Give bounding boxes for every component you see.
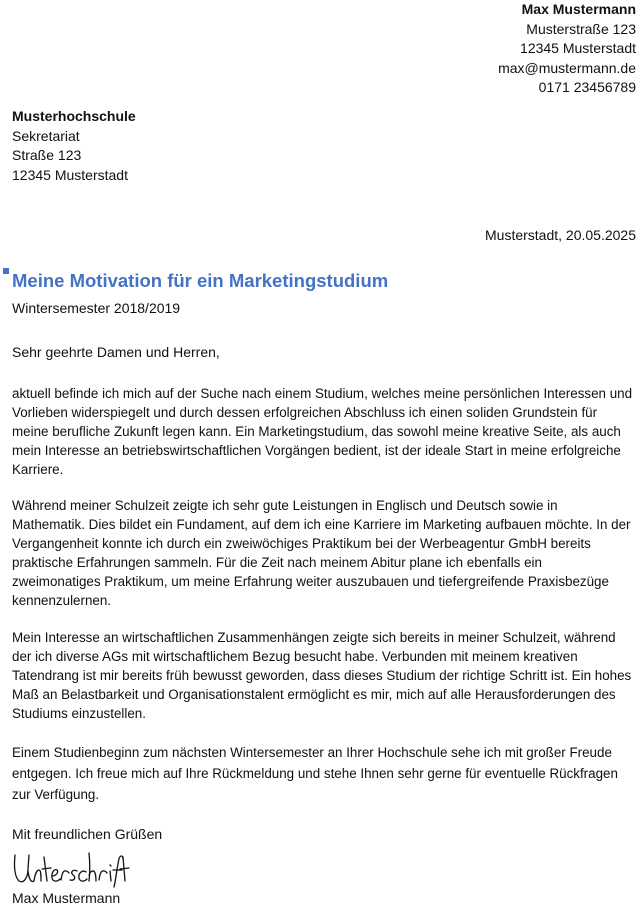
letter-semester: Wintersemester 2018/2019 — [12, 300, 181, 316]
sender-phone: 0171 23456789 — [538, 79, 636, 95]
recipient-department: Sekretariat — [12, 127, 80, 144]
letter-date: Musterstadt, 20.05.2025 — [485, 227, 636, 243]
salutation: Sehr geehrte Damen und Herren, — [12, 344, 220, 360]
sender-address-block — [498, 0, 636, 98]
recipient-city: 12345 Musterstadt — [12, 166, 128, 183]
heading-marker-icon — [3, 268, 9, 274]
letter-subject: Meine Motivation für ein Marketingstudium — [12, 270, 389, 291]
body-paragraph: Mein Interesse an wirtschaftlichen Zusammenhängen zeigte sich bereits in meiner Schulzeit, während der ich diverse AGs mit wirtschaftlichem Bezug besucht habe. Verbunden mit meinem kreativen Tatendrang ist mir bereits früh bewusst geworden, dass dieses Studium der richtige Schritt ist. Ein hohes Maß an Belastbarkeit und Organisationstalent ermöglicht es mir, mich auf alle Herausforderungen des Studiums einzustellen. — [12, 630, 632, 721]
sender-street: Musterstraße 123 — [526, 20, 636, 37]
sender-name: Max Mustermann — [521, 1, 636, 17]
recipient-street: Straße 123 — [12, 147, 82, 163]
closing-formula: Mit freundlichen Grüßen — [12, 826, 163, 842]
sender-email: max@mustermann.de — [498, 59, 636, 76]
body-paragraph: aktuell befinde ich mich auf der Suche nach einem Studium, welches meine persönlichen Interessen und Vorlieben widerspiegelt und durch dessen erfolgreichen Abschluss ich einen soliden Grundstein für meine berufliche Zukunft legen kann. Ein Marketingstudium, das sowohl meine kreative Seite, als auch mein Interesse an betriebswirtschaftlichen Vorgängen bedient, ist der ideale Start in meine erfolgreiche Karriere. — [12, 386, 633, 477]
recipient-organization: Musterhochschule — [12, 108, 136, 124]
sender-city: 12345 Musterstadt — [520, 40, 636, 56]
handwritten-signature — [11, 849, 131, 891]
signer-name: Max Mustermann — [12, 890, 121, 906]
recipient-address-block — [12, 107, 136, 185]
body-paragraph: Während meiner Schulzeit zeigte ich sehr gute Leistungen in Englisch und Deutsch sowie in Mathematik. Dies bildet ein Fundament, auf dem ich eine Karriere im Marketing aufbauen möchte. In der Vergangenheit konnte ich durch ein zweiwöchiges Praktikum bei der Werbeagentur GmbH bereits praktische Erfahrungen sammeln. Für die Zeit nach meinem Abitur plane ich ebenfalls ein zweimonatiges Praktikum, um meine Erfahrung weiter auszubauen und tiefergreifende Praxisbezüge kennenzulernen. — [12, 498, 631, 608]
body-paragraph: Einem Studienbeginn zum nächsten Wintersemester an Ihrer Hochschule sehe ich mit großer Freude entgegen. Ich freue mich auf Ihre Rückmeldung und stehe Ihnen sehr gerne für eventuelle Rückfragen zur Verfügung. — [12, 745, 618, 802]
